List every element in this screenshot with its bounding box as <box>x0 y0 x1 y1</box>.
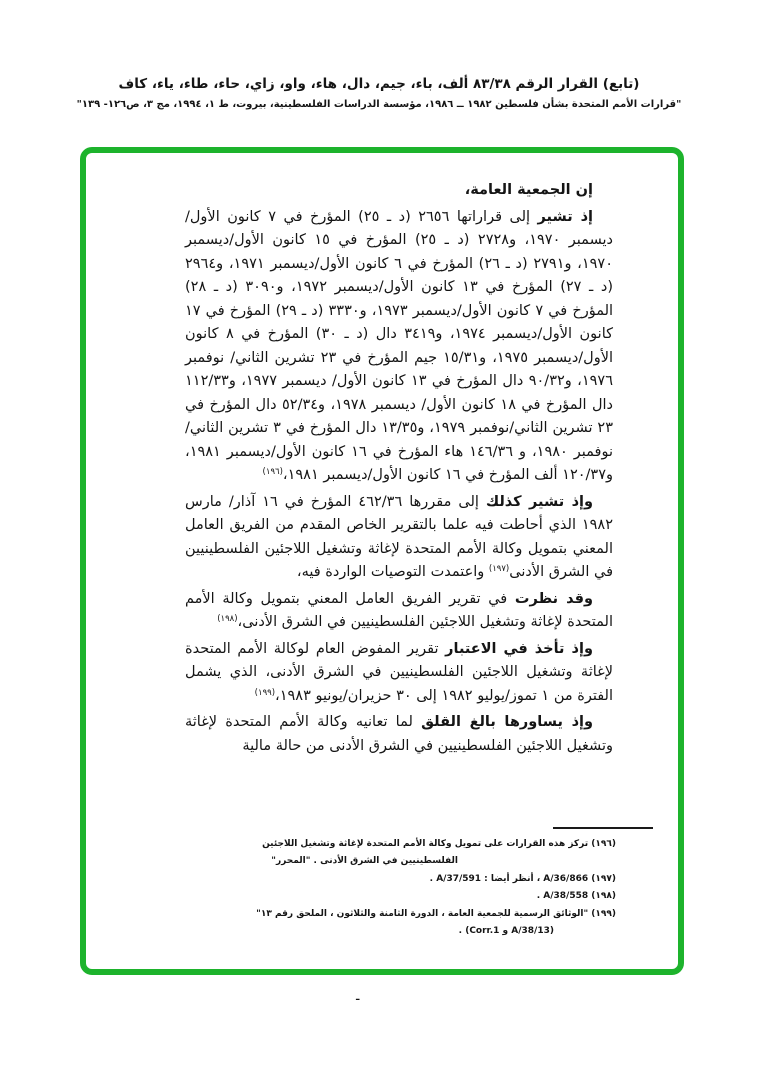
paragraph-having-considered <box>185 588 613 635</box>
page-number-marker: ـ <box>356 992 360 1003</box>
footnote-199-line-2: (A/38/13 و Corr.1) . <box>458 925 554 936</box>
paragraph-recalling-resolutions <box>185 206 613 488</box>
paragraph-text: تقرير المفوض العام لوكالة الأمم المتحدة لإغاثة وتشغيل اللاجئين الفلسطينيين في الشرق الأدنى، الذي يشمل الفترة من ١ تموز/يوليو ١٩٨٢ إلى ٣٠ حزيران/يونيو ١٩٨٣، <box>185 640 613 704</box>
document-header <box>0 76 758 110</box>
header-source-citation: "قرارات الأمم المتحدة بشأن فلسطين ١٩٨٢ ــ ١٩٨٦، مؤسسة الدراسات الفلسطينية، بيروت، ط ١، ١٩٩٤، مج ٣، ص١٢٦- ١٣٩" <box>76 99 682 110</box>
footnote-196-line-1: (١٩٦) تركز هذه القرارات على تمويل وكالة الأمم المتحدة لإغاثة وتشغيل اللاجئين <box>262 839 616 849</box>
resolution-body <box>185 179 613 761</box>
paragraph-deeply-concerned <box>185 711 613 758</box>
paragraph-text: في تقرير الفريق العامل المعني بتمويل وكالة الأمم المتحدة لإغاثة وتشغيل اللاجئين الفلسطينيين في الشرق الأدنى، <box>185 590 613 630</box>
footnote-199-line-1: (١٩٩) "الوثائق الرسمية للجمعية العامة ، الدورة الثامنة والثلاثون ، الملحق رقم ١٣" <box>256 909 616 919</box>
paragraph-lead: وإذ يساورها بالغ القلق <box>421 714 593 730</box>
header-title: (تابع) القرار الرقم ٨٣/٣٨ ألف، باء، جيم، دال، هاء، واو، زاي، حاء، طاء، ياء، كاف <box>118 76 640 92</box>
paragraph-text: لما تعانيه وكالة الأمم المتحدة لإغاثة وتشغيل اللاجئين الفلسطينيين في الشرق الأدنى من حالة مالية <box>185 714 613 754</box>
footnote-ref-197: (١٩٧) <box>488 564 510 574</box>
resolution-opening: إن الجمعية العامة، <box>464 182 593 198</box>
footnote-196-line-2: الفلسطينيين في الشرق الأدنى . "المحرر" <box>271 855 458 866</box>
footnote-ref-198: (١٩٨) <box>217 614 238 624</box>
paragraph-text: إلى قراراتها ٢٦٥٦ (د ـ ٢٥) المؤرخ في ٧ كانون الأول/ديسمبر ١٩٧٠، و٢٧٢٨ (د ـ ٢٥) المؤرخ في ١٥ كانون الأول/ديسمبر ١٩٧٠، و٢٧٩١ (د ـ ٢٦) المؤرخ في ٦ كانون الأول/ديسمبر ١٩٧١، و٢٩٦٤ (د ـ ٢٧) المؤرخ في ١٣ كانون الأول/ديسمبر ١٩٧٢، و٣٠٩٠ (د ـ ٢٨) المؤرخ في ٧ كانون الأول/ديسمبر ١٩٧٣، و٣٣٣٠ (د ـ ٢٩) المؤرخ في ١٧ كانون الأول/ديسمبر ١٩٧٤، و٣٤١٩ دال (د ـ ٣٠) المؤرخ في ٨ كانون الأول/ديسمبر ١٩٧٥، و١٥/٣١ جيم المؤرخ في ٢٣ تشرين الثاني/ نوفمبر ١٩٧٦، و٩٠/٣٢ دال المؤرخ في ١٣ كانون الأول/ ديسمبر ١٩٧٧، و١١٢/٣٣ دال المؤرخ في ١٨ كانون الأول/ ديسمبر ١٩٧٨، و٥٢/٣٤ دال المؤرخ في ٢٣ تشرين الثاني/نوفمبر ١٩٧٩، و١٣/٣٥ دال المؤرخ في ٣ تشرين الثاني/نوفمبر ١٩٨٠، و ١٤٦/٣٦ هاء المؤرخ في ١٦ كانون الأول/ديسمبر ١٩٨١، و١٢٠/٣٧ ألف المؤرخ في ١٦ كانون الأول/ديسمبر ١٩٨١، <box>185 208 614 483</box>
paragraph-lead: وقد نظرت <box>514 590 593 607</box>
paragraph-text: إلى مقررها ٤٦٢/٣٦ المؤرخ في ١٦ آذار/ مارس ١٩٨٢ الذي أحاطت فيه علما بالتقرير الخاص المقدم من الفريق العامل المعني بتمويل وكالة الأمم المتحدة لإغاثة وتشغيل اللاجئين الفلسطينيين في الشرق الأدنى <box>185 493 613 580</box>
paragraph-lead: إذ تشير <box>537 208 593 225</box>
paragraph-lead: وإذ تأخذ في الاعتبار <box>445 640 593 657</box>
footnotes-block <box>256 837 616 940</box>
footnote-197: (١٩٧) A/36/866 ، أنظر أيضا : A/37/591 . <box>429 874 616 884</box>
footnote-divider-line <box>553 827 653 829</box>
footnote-ref-199: (١٩٩) <box>254 687 276 698</box>
footnote-198: (١٩٨) A/38/558 . <box>536 890 616 901</box>
paragraph-lead: وإذ تشير كذلك <box>485 493 593 510</box>
paragraph-taking-into-account <box>185 638 613 709</box>
paragraph-recalling-decision <box>185 491 613 585</box>
footnote-ref-196: (١٩٦) <box>262 467 283 477</box>
paragraph-text-continued: واعتمدت التوصيات الواردة فيه، <box>296 564 489 580</box>
